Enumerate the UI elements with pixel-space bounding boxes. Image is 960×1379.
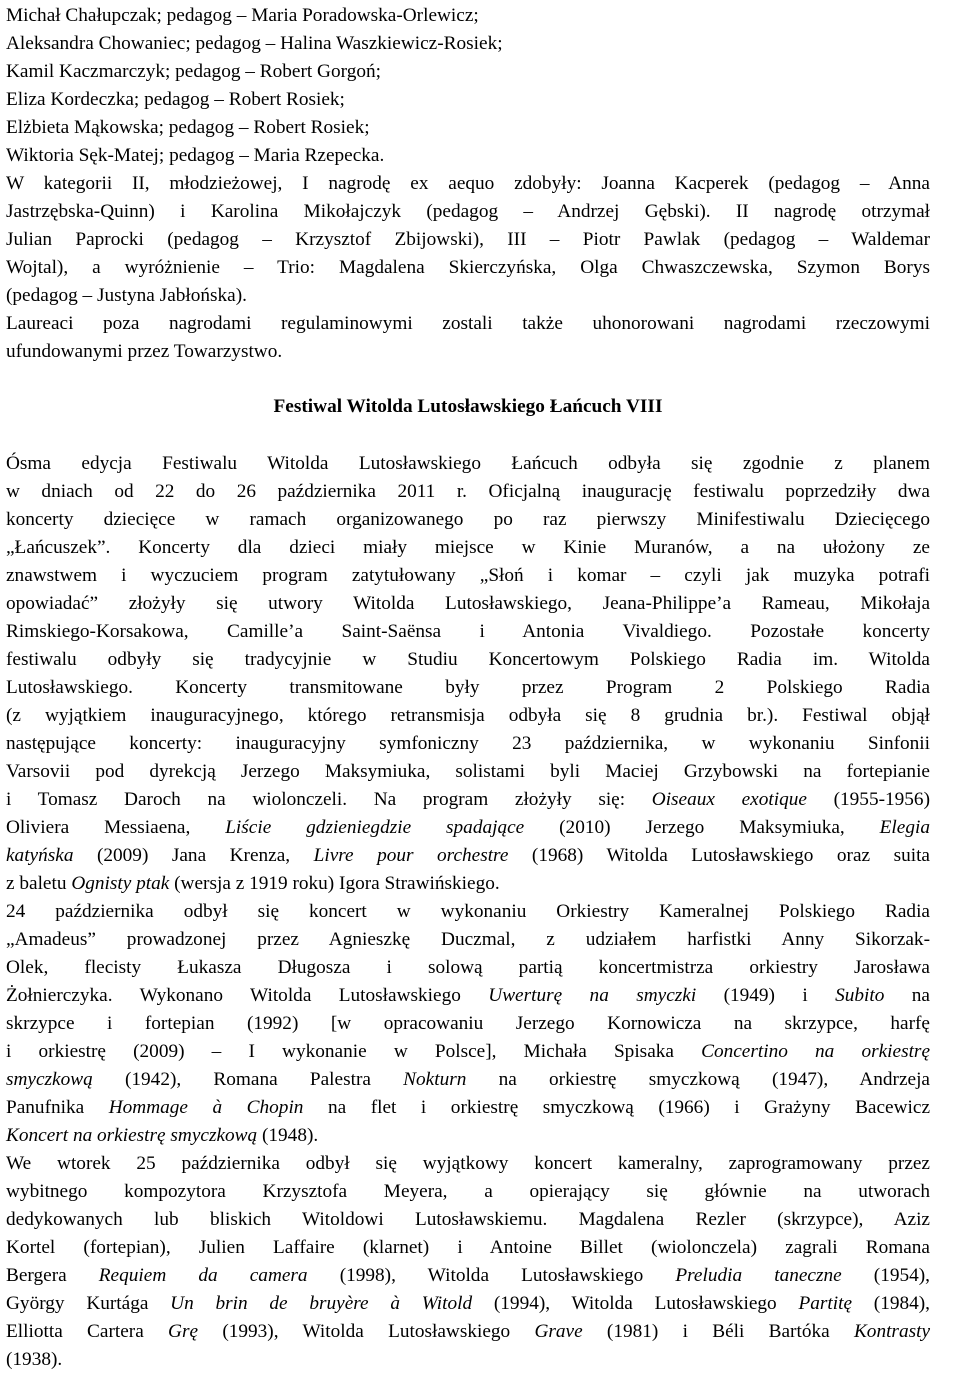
text-run: Varsovii pod dyrekcją Jerzego Maksymiuka, solistami byli Maciej Grzybowski na fortepianie [6,761,930,782]
text-run: (wersja z 1919 roku) Igora Strawińskiego. [169,873,500,894]
text-line [6,814,930,842]
text-run: (1993), Witolda Lutosławskiego [198,1321,535,1342]
text-run: György Kurtága [6,1293,171,1314]
text-line [6,478,930,506]
text-line [6,506,930,534]
text-line [6,674,930,702]
text-run: Lutosławskiego. Koncerty transmitowane były przez Program 2 Polskiego Radia [6,677,930,698]
italic-title: Oiseaux exotique [651,789,807,810]
italic-title: Grave [534,1321,583,1342]
text-line [6,758,930,786]
text-line [6,1290,930,1318]
text-line [6,1150,930,1178]
text-line [6,954,930,982]
text-run: (1948). [257,1125,319,1146]
text-line [6,170,930,198]
text-line [6,1178,930,1206]
text-run: „Łańcuszek”. Koncerty dla dzieci miały miejsce w Kinie Muranów, a na ułożony ze [6,537,930,558]
text-line [6,730,930,758]
text-run: Oliviera Messiaena, [6,817,226,838]
text-line [6,562,930,590]
text-run: na flet i orkiestrę smyczkową (1966) i Grażyny Bacewicz [303,1097,930,1118]
text-run: (1998), Witolda Lutosławskiego [307,1265,676,1286]
text-run: (1942), Romana Palestra [92,1069,404,1090]
italic-title: Partitę [798,1293,853,1314]
text-run: Michał Chałupczak; pedagog – Maria Poradowska-Orlewicz; [6,5,479,26]
text-line [6,534,930,562]
text-run: Aleksandra Chowaniec; pedagog – Halina Waszkiewicz-Rosiek; [6,33,503,54]
text-run: z baletu [6,873,72,894]
italic-title: Uwerturę na smyczki [488,985,697,1006]
italic-title: Liście gdzieniegdzie spadające [225,817,525,838]
text-run: ufundowanymi przez Towarzystwo. [6,341,283,362]
text-run: Bergera [6,1265,99,1286]
text-run: 24 października odbył się koncert w wykonaniu Orkiestry Kameralnej Polskiego Radia [6,901,930,922]
text-line [6,226,930,254]
text-run: następujące koncerty: inauguracyjny symfoniczny 23 października, w wykonaniu Sinfonii [6,733,930,754]
text-line [6,590,930,618]
text-run: dedykowanych lub bliskich Witoldowi Lutosławskiemu. Magdalena Rezler (skrzypce), Aziz [6,1209,930,1230]
text-line [6,2,930,30]
text-line [6,58,930,86]
text-run: na [884,985,930,1006]
text-run: Elżbieta Mąkowska; pedagog – Robert Rosiek; [6,117,370,138]
text-line [6,86,930,114]
text-run: (1938). [6,1349,63,1370]
italic-title: Requiem da camera [98,1265,308,1286]
text-line [6,310,930,338]
text-run: Ósma edycja Festiwalu Witolda Lutosławskiego Łańcuch odbyła się zgodnie z planem [6,453,930,474]
text-run: (2010) Jerzego Maksymiuka, [524,817,880,838]
text-run: (pedagog – Justyna Jabłońska). [6,285,247,306]
text-run: Żołnierczyka. Wykonano Witolda Lutosławskiego [6,985,489,1006]
italic-title: smyczkową [6,1069,93,1090]
text-run: Eliza Kordeczka; pedagog – Robert Rosiek; [6,89,345,110]
text-line [6,618,930,646]
text-run: W kategorii II, młodzieżowej, I nagrodę ex aequo zdobyły: Joanna Kacperek (pedagog – Anna [6,173,930,194]
text-run: znawstwem i wyczuciem program zatytułowany „Słoń i komar – czyli jak muzyka potrafi [6,565,930,586]
text-run: Wiktoria Sęk-Matej; pedagog – Maria Rzepecka. [6,145,385,166]
text-line [6,142,930,170]
italic-title: Livre pour orchestre [313,845,509,866]
text-run: Jastrzębska-Quinn) i Karolina Mikołajczyk (pedagog – Andrzej Gębski). II nagrodę otrzymał [6,201,930,222]
text-line [6,646,930,674]
text-line [6,1234,930,1262]
italic-title: Concertino na orkiestrę [701,1041,930,1062]
text-run: Elliotta Cartera [6,1321,169,1342]
text-run: (z wyjątkiem inauguracyjnego, którego retransmisja odbyła się 8 grudnia br.). Festiwal objął [6,705,930,726]
text-run: skrzypce i fortepian (1992) [w opracowaniu Jerzego Kornowicza na skrzypce, harfę [6,1013,930,1034]
text-run: (1981) i Béli Bartóka [582,1321,854,1342]
text-line [6,898,930,926]
text-line [6,30,930,58]
text-run: (1968) Witolda Lutosławskiego oraz suita [508,845,930,866]
italic-title: Preludia taneczne [675,1265,842,1286]
italic-title: Ognisty ptak [71,873,170,894]
text-run: Olek, flecisty Łukasza Długosza i solową partią koncertmistrza orkiestry Jarosława [6,957,930,978]
text-line [6,1346,930,1374]
italic-title: Un brin de bruyère à Witold [170,1293,473,1314]
text-line [6,842,930,870]
text-run: i orkiestrę (2009) – I wykonanie w Polsce], Michała Spisaka [6,1041,702,1062]
italic-title: Subito [835,985,885,1006]
text-line [6,786,930,814]
text-run: (1994), Witolda Lutosławskiego [472,1293,799,1314]
text-run: koncerty dziecięce w ramach organizowanego po raz pierwszy Minifestiwalu Dziecięcego [6,509,930,530]
text-line [6,1122,930,1150]
text-line [6,702,930,730]
text-run: We wtorek 25 października odbył się wyjątkowy koncert kameralny, zaprogramowany przez [6,1153,930,1174]
text-run: Laureaci poza nagrodami regulaminowymi zostali także uhonorowani nagrodami rzeczowymi [6,313,930,334]
text-run: Julian Paprocki (pedagog – Krzysztof Zbijowski), III – Piotr Pawlak (pedagog – Waldemar [6,229,930,250]
text-run: na orkiestrę smyczkową (1947), Andrzeja [466,1069,930,1090]
text-run: (1955-1956) [806,789,930,810]
text-line [6,254,930,282]
italic-title: Nokturn [403,1069,467,1090]
text-line [6,338,930,366]
text-line [6,926,930,954]
text-run: Kamil Kaczmarczyk; pedagog – Robert Gorgoń; [6,61,381,82]
text-line [6,198,930,226]
text-line [6,870,930,898]
text-run: wybitnego kompozytora Krzysztofa Meyera, a opierający się głównie na utworach [6,1181,930,1202]
text-line [6,282,930,310]
text-run: (1949) i [696,985,836,1006]
text-line [6,1318,930,1346]
text-line [6,1066,930,1094]
text-line [6,1262,930,1290]
italic-title: Kontrasty [853,1321,930,1342]
text-run: (2009) Jana Krenza, [73,845,314,866]
italic-title: Grę [168,1321,199,1342]
text-line [6,1206,930,1234]
text-run: w dniach od 22 do 26 października 2011 r. Oficjalną inaugurację festiwalu poprzedziły dwa [6,481,930,502]
text-line [6,1094,930,1122]
text-run: festiwalu odbyły się tradycyjnie w Studiu Koncertowym Polskiego Radia im. Witolda [6,649,930,670]
text-run: i Tomasz Daroch na wiolonczeli. Na program złożyły się: [6,789,652,810]
italic-title: Hommage à Chopin [108,1097,304,1118]
text-line [6,1010,930,1038]
italic-title: Elegia [879,817,930,838]
text-line [6,450,930,478]
italic-title: katyńska [6,845,74,866]
text-line [6,982,930,1010]
section-heading: Festiwal Witolda Lutosławskiego Łańcuch VIII [273,396,663,417]
text-run: (1984), [852,1293,930,1314]
italic-title: Koncert na orkiestrę smyczkową [6,1125,258,1146]
text-run: Rimskiego-Korsakowa, Camille’a Saint-Saënsa i Antonia Vivaldiego. Pozostałe koncerty [6,621,930,642]
text-run: opowiadać” złożyły się utwory Witolda Lutosławskiego, Jeana-Philippe’a Rameau, Mikołaja [6,593,930,614]
text-line [6,114,930,142]
text-run: „Amadeus” prowadzonej przez Agnieszkę Duczmal, z udziałem harfistki Anny Sikorzak- [6,929,930,950]
text-run: Wojtal), a wyróżnienie – Trio: Magdalena Skierczyńska, Olga Chwaszczewska, Szymon Borys [6,257,930,278]
text-run: Panufnika [6,1097,109,1118]
text-run: (1954), [841,1265,931,1286]
text-run: Kortel (fortepian), Julien Laffaire (klarnet) i Antoine Billet (wiolonczela) zagrali Romana [6,1237,930,1258]
text-line [6,1038,930,1066]
